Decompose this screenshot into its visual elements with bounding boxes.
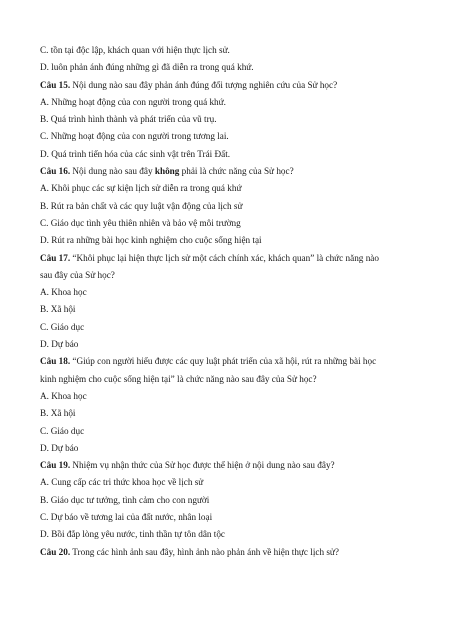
- question-20: [40, 544, 420, 561]
- q17-option-a: A. Khoa học: [40, 287, 87, 298]
- question-text: “Giúp con người hiểu được các quy luật phát triển của xã hội, rút ra những bài học: [70, 356, 377, 367]
- question-15: [40, 77, 420, 94]
- question-18-cont: kinh nghiệm cho cuộc sống hiện tại” là chức năng nào sau đây của Sử học?: [40, 373, 317, 384]
- question-number: Câu 17.: [40, 252, 71, 263]
- q16-option-b: B. Rút ra bản chất và các quy luật vận động của lịch sử: [40, 200, 243, 211]
- question-text: Trong các hình ảnh sau đây, hình ảnh nào phản ánh về hiện thực lịch sử?: [70, 546, 339, 557]
- q15-option-d: D. Quá trình tiến hóa của các sinh vật trên Trái Đất.: [40, 148, 231, 159]
- q16-option-d: D. Rút ra những bài học kinh nghiệm cho cuộc sống hiện tại: [40, 235, 262, 246]
- question-text: Nội dung nào sau đây: [70, 166, 155, 177]
- question-18: [40, 353, 420, 370]
- question-text: phải là chức năng của Sử học?: [179, 166, 294, 177]
- question-number: Câu 16.: [40, 166, 71, 177]
- q17-option-b: B. Xã hội: [40, 304, 76, 315]
- q15-option-b: B. Quá trình hình thành và phát triển của vũ trụ.: [40, 114, 217, 125]
- document-page: [40, 42, 420, 561]
- q18-option-c: C. Giáo dục: [40, 425, 85, 436]
- question-number: Câu 19.: [40, 460, 71, 471]
- question-17: [40, 250, 420, 267]
- question-16: [40, 163, 420, 180]
- q16-option-c: C. Giáo dục tình yêu thiên nhiên và bảo vệ môi trường: [40, 217, 241, 228]
- option-d-prev: D. luôn phản ánh đúng những gì đã diễn ra trong quá khứ.: [40, 62, 254, 73]
- question-text: Nội dung nào sau đây phản ánh đúng đối tượng nghiên cứu của Sử học?: [70, 79, 338, 90]
- q15-option-c: C. Những hoạt động của con người trong tương lai.: [40, 131, 229, 142]
- q19-option-d: D. Bồi đắp lòng yêu nước, tinh thần tự tôn dân tộc: [40, 529, 226, 540]
- q15-option-a: A. Những hoạt động của con người trong quá khứ.: [40, 96, 226, 107]
- emphasis-text: không: [154, 166, 180, 177]
- q18-option-b: B. Xã hội: [40, 408, 76, 419]
- question-text: Nhiệm vụ nhận thức của Sử học được thể hiện ở nội dung nào sau đây?: [70, 460, 335, 471]
- q18-option-a: A. Khoa học: [40, 390, 87, 401]
- question-number: Câu 18.: [40, 356, 71, 367]
- q19-option-c: C. Dự báo về tương lai của đất nước, nhân loại: [40, 512, 213, 523]
- question-19: [40, 457, 420, 474]
- q19-option-a: A. Cung cấp các tri thức khoa học về lịch sử: [40, 477, 204, 488]
- q19-option-b: B. Giáo dục tư tưởng, tình cảm cho con người: [40, 494, 210, 505]
- question-number: Câu 15.: [40, 79, 71, 90]
- question-number: Câu 20.: [40, 546, 71, 557]
- q17-option-c: C. Giáo dục: [40, 321, 85, 332]
- q16-option-a: A. Khôi phục các sự kiện lịch sử diễn ra trong quá khứ: [40, 183, 242, 194]
- q18-option-d: D. Dự báo: [40, 442, 79, 453]
- q17-option-d: D. Dự báo: [40, 339, 79, 350]
- question-text: “Khôi phục lại hiện thực lịch sử một cách chính xác, khách quan” là chức năng nào: [70, 252, 379, 263]
- question-17-cont: sau đây của Sử học?: [40, 269, 115, 280]
- option-c-prev: C. tồn tại độc lập, khách quan với hiện thực lịch sử.: [40, 45, 230, 55]
